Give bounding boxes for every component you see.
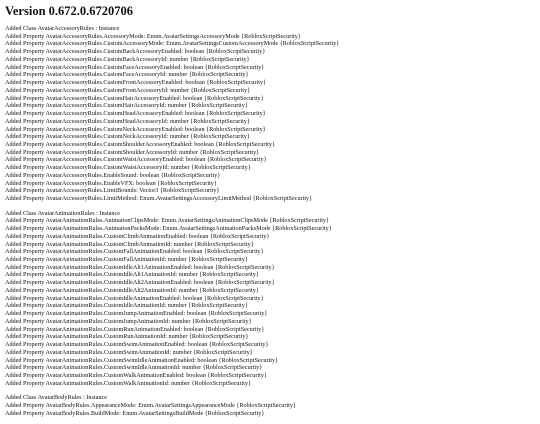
changelog-section xyxy=(5,210,535,388)
property-entry-line: Added Property AvatarAnimationRules.CustomSwimAnimationId: number {RobloxScriptSecurity} xyxy=(5,348,253,356)
property-entry-line: Added Property AvatarAccessoryRules.CustomHairAccessoryId: number {RobloxScriptSecurity} xyxy=(5,102,248,110)
property-entry-line: Added Property AvatarAccessoryRules.CustomHairAccessoryEnabled: boolean {RobloxScriptSecurity} xyxy=(5,94,264,102)
property-entry-line: Added Property AvatarAnimationRules.CustomFallAnimationId: number {RobloxScriptSecurity} xyxy=(5,255,248,263)
property-entry-line: Added Property AvatarAccessoryRules.CustomWaistAccessoryEnabled: boolean {RobloxScriptSecurity} xyxy=(5,156,267,164)
property-entry-line: Added Property AvatarAccessoryRules.CustomHeadAccessoryId: number {RobloxScriptSecurity} xyxy=(5,117,250,125)
property-entry-line: Added Property AvatarAccessoryRules.CustomWaistAccessoryId: number {RobloxScriptSecurity} xyxy=(5,164,251,172)
property-entry-line: Added Property AvatarAnimationRules.CustomIdleAlt1AnimationEnabled: boolean {RobloxScriptSecurity} xyxy=(5,263,275,271)
class-entry-line: Added Class AvatarAccessoryRules : Instance xyxy=(5,25,120,32)
class-entry-line: Added Class AvatarAnimationRules : Instance xyxy=(5,209,121,217)
property-entry-line: Added Property AvatarAccessoryRules.CustomBackAccessoryEnabled: boolean {RobloxScriptSecurity} xyxy=(5,48,266,56)
property-entry-line: Added Property AvatarBodyRules.BuildMode: Enum.AvatarSettingsBuildMode {RobloxScriptSecurity} xyxy=(5,409,265,417)
changelog-section xyxy=(5,25,535,203)
property-entry-line: Added Property AvatarAccessoryRules.CustomNeckAccessoryId: number {RobloxScriptSecurity} xyxy=(5,133,250,141)
property-entry-line: Added Property AvatarAnimationRules.AnimationClipsMode: Enum.AvatarSettingsAnimationClipsMode {RobloxScriptSecurity} xyxy=(5,217,329,225)
changelog-section xyxy=(5,394,535,417)
property-entry-line: Added Property AvatarAccessoryRules.CustomHeadAccessoryEnabled: boolean {RobloxScriptSecurity} xyxy=(5,110,266,118)
property-entry-line: Added Property AvatarAccessoryRules.CustomShoulderAccessoryId: number {RobloxScriptSecurity} xyxy=(5,148,260,156)
property-entry-line: Added Property AvatarAccessoryRules.CustomFaceAccessoryEnabled: boolean {RobloxScriptSecurity} xyxy=(5,63,265,71)
property-entry-line: Added Property AvatarAnimationRules.CustomWalkAnimationEnabled: boolean {RobloxScriptSecurity} xyxy=(5,372,267,379)
property-entry-line: Added Property AvatarAnimationRules.CustomIdleAnimationId: number {RobloxScriptSecurity} xyxy=(5,302,248,310)
property-entry-line: Added Property AvatarAnimationRules.CustomRunAnimationId: number {RobloxScriptSecurity} xyxy=(5,333,249,341)
property-entry-line: Added Property AvatarAnimationRules.AnimationPacksMode: Enum.AvatarSettingsAnimationPacksMode {RobloxScriptSecurity} xyxy=(5,225,332,233)
property-entry-line: Added Property AvatarAnimationRules.CustomIdleAlt1AnimationId: number {RobloxScriptSecurity} xyxy=(5,271,259,279)
page-title: Version 0.672.0.6720706 xyxy=(5,4,134,18)
property-entry-line: Added Property AvatarAccessoryRules.CustomFrontAccessoryEnabled: boolean {RobloxScriptSecurity} xyxy=(5,79,267,87)
property-entry-line: Added Property AvatarAnimationRules.CustomWalkAnimationId: number {RobloxScriptSecurity} xyxy=(5,379,252,387)
property-entry-line: Added Property AvatarAccessoryRules.CustomFaceAccessoryId: number {RobloxScriptSecurity} xyxy=(5,71,249,79)
property-entry-line: Added Property AvatarAnimationRules.CustomFallAnimationEnabled: boolean {RobloxScriptSecurity} xyxy=(5,248,264,256)
property-entry-line: Added Property AvatarAccessoryRules.EnableSound: boolean {RobloxScriptSecurity} xyxy=(5,171,221,179)
class-entry-line: Added Class AvatarBodyRules : Instance xyxy=(5,394,107,402)
property-entry-line: Added Property AvatarAnimationRules.CustomIdleAlt2AnimationEnabled: boolean {RobloxScriptSecurity} xyxy=(5,279,275,287)
property-entry-line: Added Property AvatarAnimationRules.CustomIdleAlt2AnimationId: number {RobloxScriptSecurity} xyxy=(5,286,259,294)
property-entry-line: Added Property AvatarAnimationRules.CustomClimbAnimationEnabled: boolean {RobloxScriptSecurity} xyxy=(5,232,270,240)
property-entry-line: Added Property AvatarAnimationRules.CustomSwimIdleAnimationEnabled: boolean {RobloxScriptSecurity} xyxy=(5,356,279,364)
property-entry-line: Added Property AvatarAnimationRules.CustomClimbAnimationId: number {RobloxScriptSecurity} xyxy=(5,240,254,248)
property-entry-line: Added Property AvatarAnimationRules.CustomJumpAnimationEnabled: boolean {RobloxScriptSecurity} xyxy=(5,310,268,318)
property-entry-line: Added Property AvatarAccessoryRules.LimitMethod: Enum.AvatarSettingsAccessoryLimitMethod {RobloxScriptSecurity} xyxy=(5,195,313,203)
property-entry-line: Added Property AvatarAnimationRules.CustomIdleAnimationEnabled: boolean {RobloxScriptSecurity} xyxy=(5,294,264,302)
property-entry-line: Added Property AvatarAccessoryRules.CustomBackAccessoryId: number {RobloxScriptSecurity} xyxy=(5,55,250,63)
property-entry-line: Added Property AvatarBodyRules.AppearanceMode: Enum.AvatarSettingsAppearanceMode {RobloxScriptSecurity} xyxy=(5,401,296,409)
property-entry-line: Added Property AvatarAnimationRules.CustomJumpAnimationId: number {RobloxScriptSecurity} xyxy=(5,317,252,325)
property-entry-line: Added Property AvatarAnimationRules.CustomRunAnimationEnabled: boolean {RobloxScriptSecurity} xyxy=(5,325,265,333)
property-entry-line: Added Property AvatarAccessoryRules.CustomAccessoryMode: Enum.AvatarSettingsCustomAccessoryMode {RobloxScriptSecurity} xyxy=(5,40,340,48)
changelog-body xyxy=(5,25,535,417)
property-entry-line: Added Property AvatarAccessoryRules.LimitBounds: Vector3 {RobloxScriptSecurity} xyxy=(5,187,220,195)
property-entry-line: Added Property AvatarAnimationRules.CustomSwimAnimationEnabled: boolean {RobloxScriptSecurity} xyxy=(5,341,269,349)
property-entry-line: Added Property AvatarAccessoryRules.EnableVFX: boolean {RobloxScriptSecurity} xyxy=(5,179,217,187)
property-entry-line: Added Property AvatarAccessoryRules.CustomFrontAccessoryId: number {RobloxScriptSecurity} xyxy=(5,86,251,94)
changelog-page xyxy=(5,4,535,424)
property-entry-line: Added Property AvatarAccessoryRules.AccessoryMode: Enum.AvatarSettingsAccessoryMode {RobloxScriptSecurity} xyxy=(5,32,301,40)
property-entry-line: Added Property AvatarAnimationRules.CustomSwimIdleAnimationId: number {RobloxScriptSecurity} xyxy=(5,364,263,372)
property-entry-line: Added Property AvatarAccessoryRules.CustomNeckAccessoryEnabled: boolean {RobloxScriptSecurity} xyxy=(5,125,266,133)
property-entry-line: Added Property AvatarAccessoryRules.CustomShoulderAccessoryEnabled: boolean {RobloxScriptSecurity} xyxy=(5,141,275,149)
